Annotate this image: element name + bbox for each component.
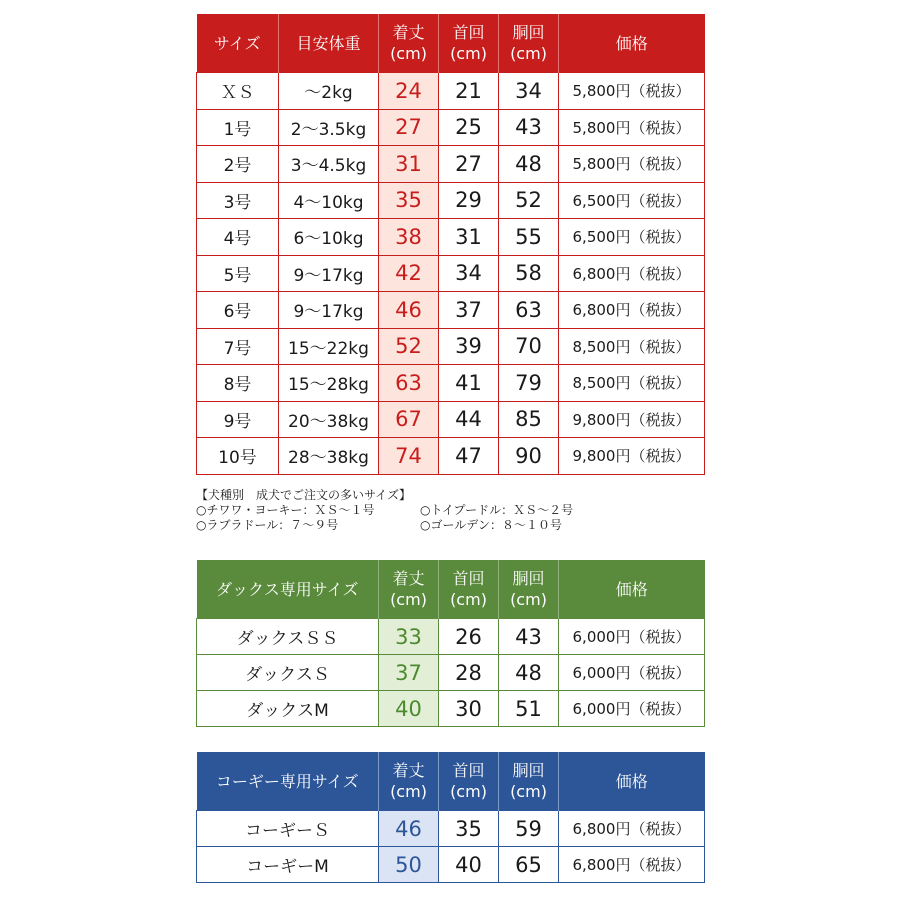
table-cell: コーギーM (197, 847, 379, 883)
breed-notes (196, 488, 573, 533)
table-cell: 47 (439, 438, 499, 475)
header-length (379, 560, 439, 619)
table-cell: 9〜17kg (279, 292, 379, 329)
table-cell: 2〜3.5kg (279, 109, 379, 146)
table-cell: 58 (499, 255, 559, 292)
table-cell: 5,800円（税抜） (559, 146, 705, 183)
table-row (197, 691, 705, 727)
notes-heading: 【犬種別 成犬でご注文の多いサイズ】 (196, 488, 412, 502)
table-row (197, 655, 705, 691)
note-item: ○ラブラドール：７〜９号 (196, 518, 339, 532)
table-cell: 6,500円（税抜） (559, 182, 705, 219)
table-cell: 46 (379, 811, 439, 847)
table-cell: 31 (439, 219, 499, 256)
table-row (197, 292, 705, 329)
table-cell: 6,800円（税抜） (559, 847, 705, 883)
header-price: 価格 (559, 560, 705, 619)
size-table-dachshund (196, 560, 705, 727)
table-cell: 74 (379, 438, 439, 475)
table-cell: 65 (499, 847, 559, 883)
table-cell: 63 (379, 365, 439, 402)
table-cell: 6〜10kg (279, 219, 379, 256)
table-cell: 35 (379, 182, 439, 219)
header-neck (439, 560, 499, 619)
table-cell: 40 (439, 847, 499, 883)
table-cell: 35 (439, 811, 499, 847)
table-cell: 38 (379, 219, 439, 256)
header-neck-label: 首回 (cm) (450, 23, 487, 63)
table-cell: 39 (439, 328, 499, 365)
table-row (197, 847, 705, 883)
table-row (197, 438, 705, 475)
table-cell: 43 (499, 109, 559, 146)
table-cell: 70 (499, 328, 559, 365)
table-row (197, 146, 705, 183)
table-cell: 27 (379, 109, 439, 146)
table-cell: 46 (379, 292, 439, 329)
table-cell: 6,800円（税抜） (559, 811, 705, 847)
table-cell: 5号 (197, 255, 279, 292)
table-cell: 〜2kg (279, 73, 379, 110)
table-cell: 37 (379, 655, 439, 691)
table-cell: ダックスＳ (197, 655, 379, 691)
header-chest-label: 胴回 (cm) (510, 569, 547, 609)
header-neck (439, 752, 499, 811)
header-length-label: 着丈 (cm) (390, 23, 427, 63)
table-cell: 7号 (197, 328, 279, 365)
table-cell: 50 (379, 847, 439, 883)
table-cell: 41 (439, 365, 499, 402)
table-row (197, 328, 705, 365)
header-corgi-size: コーギー専用サイズ (197, 752, 379, 811)
table-row (197, 401, 705, 438)
table-cell: 9,800円（税抜） (559, 438, 705, 475)
table-cell: 21 (439, 73, 499, 110)
note-item: ○チワワ・ヨーキー：ＸＳ〜１号 (196, 503, 375, 517)
table-row (197, 619, 705, 655)
table-cell: 15〜22kg (279, 328, 379, 365)
table-cell: 24 (379, 73, 439, 110)
table-cell: 26 (439, 619, 499, 655)
table-cell: 9号 (197, 401, 279, 438)
table-cell: 8,500円（税抜） (559, 328, 705, 365)
table-cell: 28 (439, 655, 499, 691)
note-item: ○ゴールデン：８〜１０号 (420, 518, 562, 532)
table-cell: 5,800円（税抜） (559, 73, 705, 110)
table-cell: ダックスM (197, 691, 379, 727)
table-cell: 31 (379, 146, 439, 183)
table-row (197, 255, 705, 292)
header-price: 価格 (559, 14, 705, 73)
table-row (197, 219, 705, 256)
table-row (197, 811, 705, 847)
table-cell: 6号 (197, 292, 279, 329)
table-cell: 4〜10kg (279, 182, 379, 219)
table-cell: 63 (499, 292, 559, 329)
header-neck (439, 14, 499, 73)
note-item: ○トイプードル：ＸＳ〜２号 (420, 503, 574, 517)
table-cell: 37 (439, 292, 499, 329)
header-neck-label: 首回 (cm) (450, 761, 487, 801)
table-cell: 43 (499, 619, 559, 655)
table-cell: 59 (499, 811, 559, 847)
table-cell: 6,500円（税抜） (559, 219, 705, 256)
table-cell: 15〜28kg (279, 365, 379, 402)
table-cell: 3〜4.5kg (279, 146, 379, 183)
header-dachs-size: ダックス専用サイズ (197, 560, 379, 619)
table-cell: 29 (439, 182, 499, 219)
header-chest (499, 560, 559, 619)
table-cell: 30 (439, 691, 499, 727)
header-chest (499, 752, 559, 811)
table-cell: 1号 (197, 109, 279, 146)
table-cell: 3号 (197, 182, 279, 219)
table-header-row (197, 14, 705, 73)
table-cell: 33 (379, 619, 439, 655)
table-cell: 6,800円（税抜） (559, 292, 705, 329)
table-cell: 6,000円（税抜） (559, 691, 705, 727)
table-row (197, 73, 705, 110)
table-cell: 20〜38kg (279, 401, 379, 438)
table-cell: 42 (379, 255, 439, 292)
header-size: サイズ (197, 14, 279, 73)
table-row (197, 182, 705, 219)
table-cell: 48 (499, 655, 559, 691)
table-cell: 90 (499, 438, 559, 475)
table-header-row (197, 752, 705, 811)
header-length (379, 752, 439, 811)
table-cell: 6,000円（税抜） (559, 619, 705, 655)
notes-row (196, 518, 573, 533)
table-cell: 79 (499, 365, 559, 402)
header-chest-label: 胴回 (cm) (510, 761, 547, 801)
size-table-corgi (196, 752, 705, 883)
table-cell: 44 (439, 401, 499, 438)
table-cell: 4号 (197, 219, 279, 256)
header-chest (499, 14, 559, 73)
header-length-label: 着丈 (cm) (390, 569, 427, 609)
header-neck-label: 首回 (cm) (450, 569, 487, 609)
table-cell: 52 (379, 328, 439, 365)
table-cell: 8号 (197, 365, 279, 402)
table-cell: 27 (439, 146, 499, 183)
table-cell: 10号 (197, 438, 279, 475)
table-cell: コーギーＳ (197, 811, 379, 847)
size-table-general (196, 14, 705, 475)
table-cell: 2号 (197, 146, 279, 183)
header-length-label: 着丈 (cm) (390, 761, 427, 801)
table-row (197, 365, 705, 402)
table-header-row (197, 560, 705, 619)
table-cell: 8,500円（税抜） (559, 365, 705, 402)
header-chest-label: 胴回 (cm) (510, 23, 547, 63)
table-cell: 9,800円（税抜） (559, 401, 705, 438)
table-cell: 55 (499, 219, 559, 256)
table-cell: 6,800円（税抜） (559, 255, 705, 292)
table-cell: ダックスＳＳ (197, 619, 379, 655)
table-cell: 85 (499, 401, 559, 438)
table-cell: 34 (439, 255, 499, 292)
table-cell: 5,800円（税抜） (559, 109, 705, 146)
notes-row (196, 503, 573, 518)
table-cell: 52 (499, 182, 559, 219)
table-cell: 51 (499, 691, 559, 727)
table-row (197, 109, 705, 146)
table-cell: 9〜17kg (279, 255, 379, 292)
header-length (379, 14, 439, 73)
header-weight: 目安体重 (279, 14, 379, 73)
table-cell: ＸＳ (197, 73, 279, 110)
table-cell: 40 (379, 691, 439, 727)
header-price: 価格 (559, 752, 705, 811)
table-cell: 48 (499, 146, 559, 183)
table-cell: 67 (379, 401, 439, 438)
table-cell: 25 (439, 109, 499, 146)
table-cell: 6,000円（税抜） (559, 655, 705, 691)
table-cell: 28〜38kg (279, 438, 379, 475)
table-cell: 34 (499, 73, 559, 110)
